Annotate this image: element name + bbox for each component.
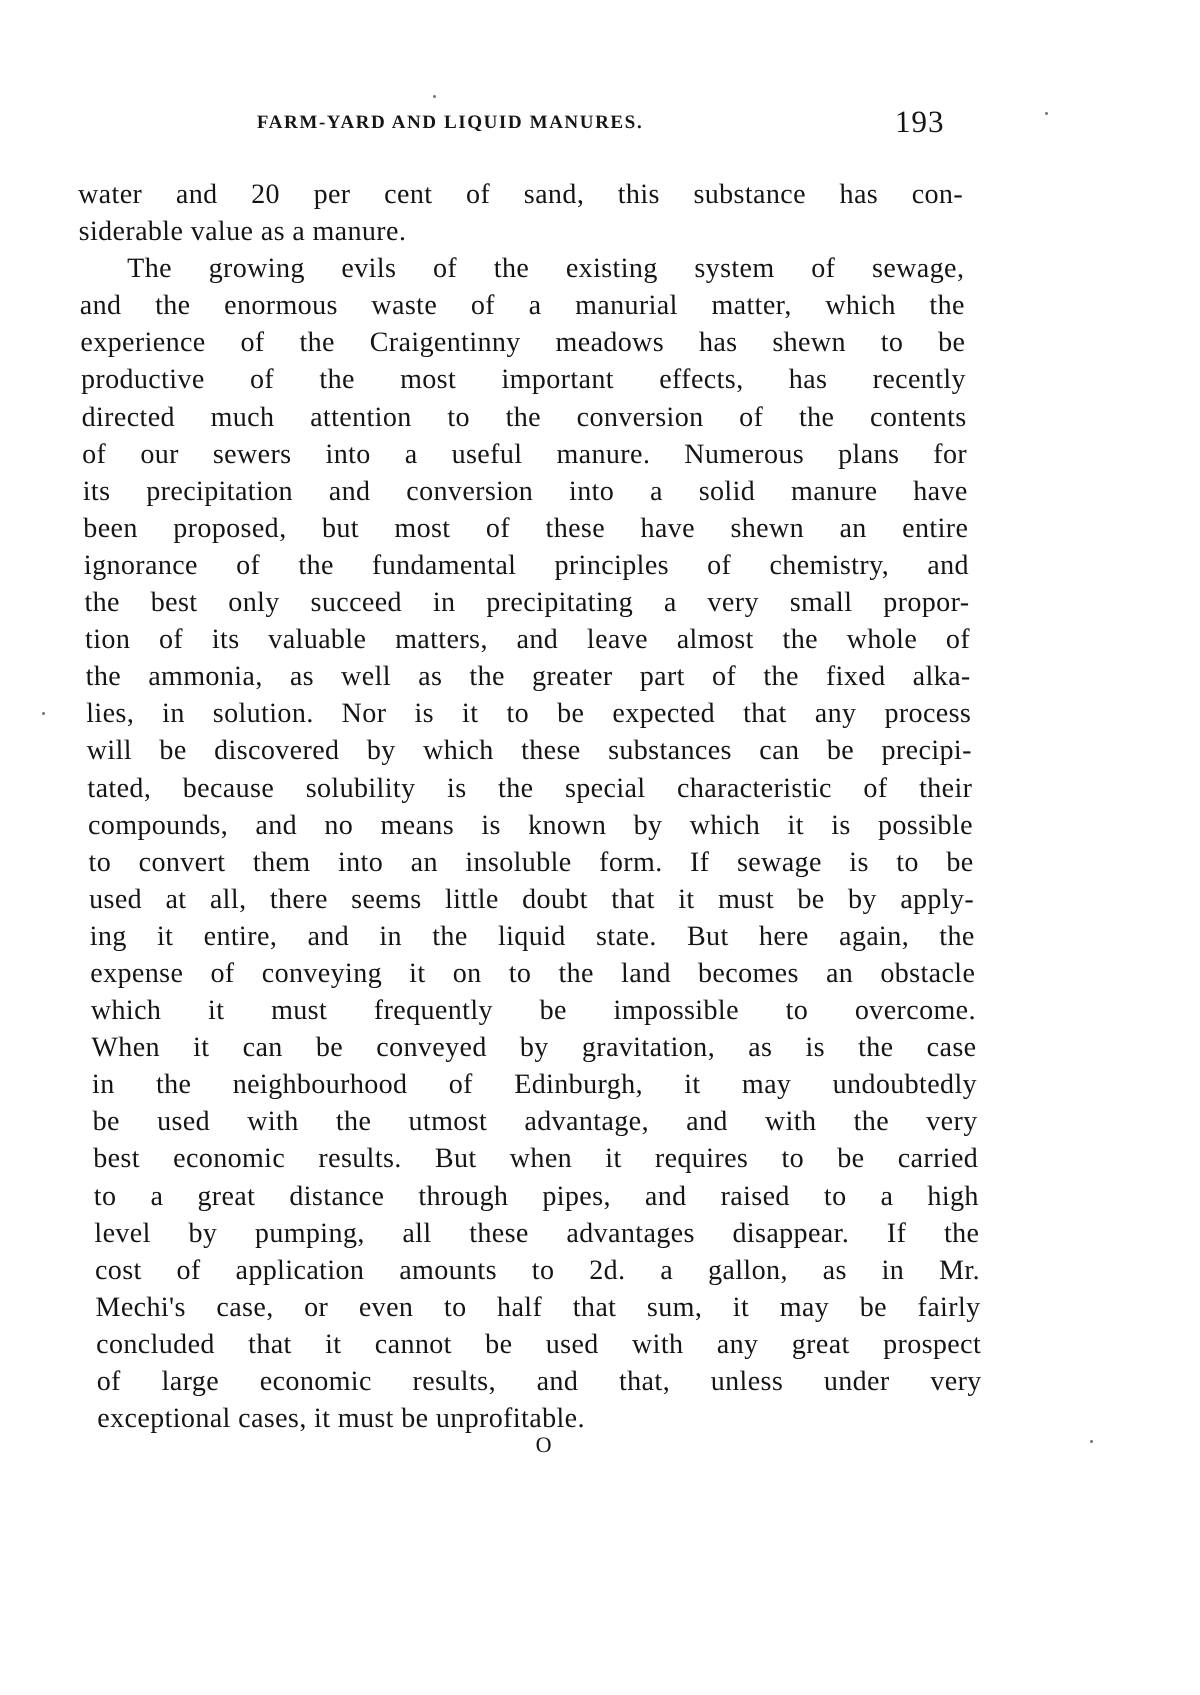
text-line: will be discovered by which these substances can be precipi- [86, 735, 973, 767]
text-line: ing it entire, and in the liquid state. But here again, the [89, 920, 975, 952]
text-line: be used with the utmost advantage, and with the very [92, 1106, 978, 1138]
text-line: its precipitation and conversion into a solid manure have [82, 475, 968, 507]
text-line: water and 20 per cent of sand, this substance has con- [77, 179, 964, 210]
text-line: productive of the most important effects, has recently [80, 364, 967, 396]
text-line: used at all, there seems little doubt that it must be by apply- [88, 883, 975, 915]
text-line: level by pumping, all these advantages disappear. If the [94, 1217, 980, 1249]
text-line: cost of application amounts to 2d. a gallon, as in Mr. [94, 1254, 981, 1286]
page-number: 193 [894, 104, 945, 139]
text-line: in the neighbourhood of Edinburgh, it may undoubtedly [91, 1069, 978, 1101]
scan-speck [1045, 112, 1048, 115]
running-title: FARM-YARD AND LIQUID MANURES. [256, 112, 644, 133]
text-line: to convert them into an insoluble form. If sewage is to be [88, 846, 974, 878]
text-line: siderable value as a manure. [78, 216, 407, 248]
text-line: tated, because solubility is the special characteristic of their [87, 772, 973, 804]
text-line: to a great distance through pipes, and raised to a high [93, 1180, 980, 1212]
text-line: of large economic results, and that, unless under very [96, 1366, 982, 1397]
text-line: Mechi's case, or even to half that sum, it may be fairly [95, 1291, 981, 1323]
paragraph-start-line: The growing evils of the existing system of sewage, [126, 253, 965, 285]
text-line: concluded that it cannot be used with any great prospect [95, 1328, 982, 1360]
text-line: the ammonia, as well as the greater part of the fixed alka- [85, 661, 971, 693]
text-line: tion of its valuable matters, and leave almost the whole of [84, 624, 971, 656]
text-line: ignorance of the fundamental principles of chemistry, and [83, 549, 970, 581]
scan-speck [42, 712, 45, 715]
text-line: directed much attention to the conversion of the contents [81, 401, 967, 433]
text-line: and the enormous waste of a manurial matter, which the [79, 290, 966, 322]
text-line: compounds, and no means is known by which it is possible [87, 809, 974, 841]
scan-speck [1090, 1440, 1093, 1443]
text-line: exceptional cases, it must be unprofitable. [97, 1403, 586, 1435]
text-line: lies, in solution. Nor is it to be expected that any process [85, 698, 972, 730]
signature-mark: O [535, 1432, 552, 1457]
text-line: When it can be conveyed by gravitation, as is the case [91, 1032, 977, 1064]
text-line: which it must frequently be impossible to overcome. [90, 995, 977, 1027]
text-line: experience of the Craigentinny meadows has shewn to be [80, 327, 966, 359]
text-line: of our sewers into a useful manure. Numerous plans for [81, 438, 968, 470]
scan-speck [433, 95, 436, 98]
text-line: best economic results. But when it requires to be carried [92, 1143, 979, 1175]
body-text [78, 176, 983, 1437]
text-line: the best only succeed in precipitating a very small propor- [84, 587, 970, 619]
text-line: been proposed, but most of these have shewn an entire [83, 512, 969, 544]
text-line: expense of conveying it on to the land becomes an obstacle [90, 957, 976, 989]
